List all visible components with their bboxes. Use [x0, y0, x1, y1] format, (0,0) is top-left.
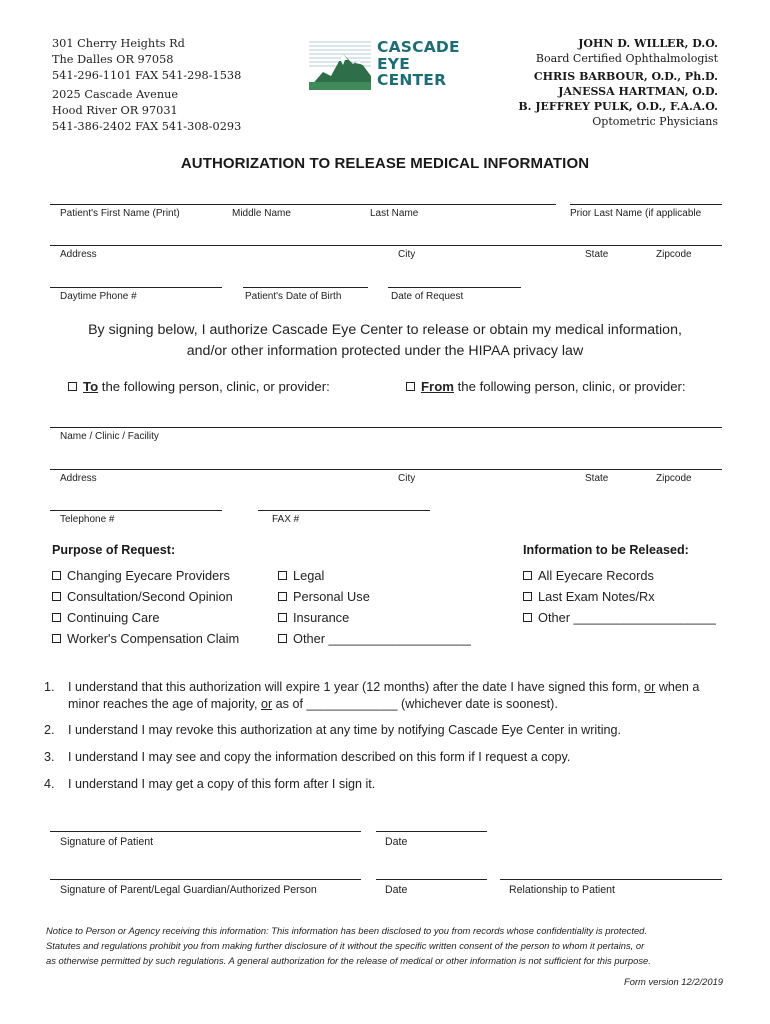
- first-name-label: Patient's First Name (Print): [60, 208, 180, 219]
- purpose-label: Continuing Care: [67, 610, 160, 625]
- checkbox[interactable]: [523, 592, 532, 601]
- patient-name-field[interactable]: [50, 204, 556, 205]
- office-address-hood-river: [52, 87, 241, 134]
- term-text: I understand I may get a copy of this form after I sign it.: [68, 777, 376, 791]
- prior-last-name-label: Prior Last Name (if applicable: [570, 208, 702, 219]
- date-of-birth-label: Patient's Date of Birth: [245, 291, 342, 302]
- office1-phone: 541-296-1101 FAX 541-298-1538: [52, 68, 242, 82]
- mountain-logo-icon: [309, 38, 371, 90]
- term-text: I understand that this authorization will expire 1 year (12 months) after the date I have signed this form,: [68, 680, 645, 694]
- date-label: Date: [385, 836, 408, 848]
- checkbox[interactable]: [52, 592, 61, 601]
- guardian-signature-date-field[interactable]: [376, 879, 487, 880]
- office2-phone: 541-386-2402 FAX 541-308-0293: [52, 119, 242, 133]
- doctor-list: [518, 36, 718, 129]
- term-2: [44, 722, 734, 740]
- purpose-personal-use[interactable]: [278, 589, 370, 604]
- recipient-zipcode-label: Zipcode: [656, 473, 692, 484]
- recipient-address-label: Address: [60, 473, 97, 484]
- purpose-heading: Purpose of Request:: [52, 543, 176, 557]
- from-word: From: [421, 379, 454, 394]
- notice-line1: Notice to Person or Agency receiving this information: This information has been disclosed to you from records whose confidentiality is protected.: [46, 925, 647, 936]
- checkbox[interactable]: [278, 613, 287, 622]
- city-label: City: [398, 249, 416, 260]
- purpose-label: Personal Use: [293, 589, 370, 604]
- checkbox[interactable]: [52, 571, 61, 580]
- info-label: Other ____________________: [538, 610, 716, 625]
- recipient-telephone-field[interactable]: [50, 510, 222, 511]
- form-title: AUTHORIZATION TO RELEASE MEDICAL INFORMATION: [180, 155, 590, 172]
- recipient-name-field[interactable]: [50, 427, 722, 428]
- relationship-field[interactable]: [500, 879, 722, 880]
- to-word: To: [83, 379, 99, 394]
- fax-label: FAX #: [272, 514, 300, 525]
- logo-line3: CENTER: [377, 71, 447, 89]
- guardian-signature-field[interactable]: [50, 879, 361, 880]
- purpose-consultation[interactable]: [52, 589, 233, 604]
- recipient-fax-field[interactable]: [258, 510, 430, 511]
- term-number: 4.: [44, 777, 55, 791]
- term-text: as of _____________ (whichever date is soonest).: [272, 697, 558, 711]
- doctor-willer: JOHN D. WILLER, D.O.: [578, 37, 718, 50]
- zipcode-label: Zipcode: [656, 249, 692, 260]
- office2-street: 2025 Cascade Avenue: [52, 88, 179, 101]
- recipient-address-field[interactable]: [50, 469, 722, 470]
- term-or: or: [644, 680, 656, 694]
- doctor-pulk: B. JEFFREY PULK, O.D., F.A.A.O.: [518, 100, 718, 113]
- term-text: I understand I may see and copy the information described on this form if I request a copy.: [68, 750, 571, 764]
- relationship-label: Relationship to Patient: [509, 884, 616, 896]
- to-checkbox[interactable]: [68, 382, 77, 391]
- purpose-changing-providers[interactable]: [52, 568, 230, 583]
- doctor-barbour: CHRIS BARBOUR, O.D., Ph.D.: [533, 70, 718, 83]
- checkbox[interactable]: [278, 571, 287, 580]
- info-other[interactable]: [523, 610, 716, 625]
- optometric-physicians: Optometric Physicians: [592, 115, 718, 128]
- logo-line2: EYE: [377, 54, 411, 73]
- from-checkbox[interactable]: [406, 382, 415, 391]
- purpose-label: Worker's Compensation Claim: [67, 631, 240, 646]
- guardian-signature-label: Signature of Parent/Legal Guardian/Authorized Person: [60, 884, 317, 896]
- info-last-exam[interactable]: [523, 589, 655, 604]
- middle-name-label: Middle Name: [232, 208, 291, 219]
- form-version: Form version 12/2/2019: [623, 976, 723, 987]
- term-1-line1: [68, 679, 699, 696]
- doctor-hartman: JANESSA HARTMAN, O.D.: [558, 85, 718, 98]
- purpose-label: Insurance: [293, 610, 350, 625]
- logo-line1: CASCADE: [377, 38, 460, 56]
- checkbox[interactable]: [523, 571, 532, 580]
- term-4: [44, 776, 734, 794]
- purpose-label: Other ____________________: [293, 631, 471, 646]
- purpose-legal[interactable]: [278, 568, 324, 583]
- patient-address-field[interactable]: [50, 245, 722, 246]
- checkbox[interactable]: [523, 613, 532, 622]
- state-label: State: [585, 249, 609, 260]
- date-label: Date: [385, 884, 408, 896]
- confidentiality-notice: [46, 923, 736, 968]
- info-label: All Eyecare Records: [538, 568, 654, 583]
- purpose-other[interactable]: [278, 631, 471, 646]
- term-number: 2.: [44, 723, 55, 737]
- checkbox[interactable]: [52, 634, 61, 643]
- authorization-line1: By signing below, I authorize Cascade Eye Center to release or obtain my medical information,: [88, 322, 682, 338]
- doctor-willer-title: Board Certified Ophthalmologist: [535, 52, 718, 65]
- purpose-workers-comp[interactable]: [52, 631, 239, 646]
- prior-last-name-field[interactable]: [570, 204, 722, 205]
- authorization-line2: and/or other information protected under the HIPAA privacy law: [186, 343, 584, 359]
- patient-signature-date-field[interactable]: [376, 831, 487, 832]
- authorization-statement: [0, 320, 770, 362]
- term-number: 3.: [44, 750, 55, 764]
- purpose-label: Changing Eyecare Providers: [67, 568, 230, 583]
- daytime-phone-field[interactable]: [50, 287, 222, 288]
- term-text: minor reaches the age of majority,: [68, 697, 261, 711]
- from-rest: the following person, clinic, or provider:: [453, 379, 686, 394]
- recipient-state-label: State: [585, 473, 609, 484]
- purpose-label: Consultation/Second Opinion: [67, 589, 233, 604]
- office2-city: Hood River OR 97031: [52, 103, 178, 117]
- purpose-insurance[interactable]: [278, 610, 349, 625]
- office-address-the-dalles: [52, 36, 241, 83]
- term-or: or: [260, 697, 273, 711]
- notice-line3: as otherwise permitted by such regulations. A general authorization for the release of medical or other information is not sufficient for this purpose.: [46, 955, 651, 966]
- office1-street: 301 Cherry Heights Rd: [52, 37, 185, 50]
- date-of-birth-field[interactable]: [243, 287, 368, 288]
- to-rest: the following person, clinic, or provider:: [98, 379, 330, 394]
- term-1: [44, 679, 734, 715]
- term-number: 1.: [44, 680, 55, 694]
- daytime-phone-label: Daytime Phone #: [60, 291, 137, 302]
- from-provider-option[interactable]: [406, 379, 686, 394]
- patient-signature-field[interactable]: [50, 831, 361, 832]
- purpose-label: Legal: [293, 568, 325, 583]
- date-of-request-label: Date of Request: [391, 291, 464, 302]
- office1-city: The Dalles OR 97058: [52, 52, 174, 66]
- term-3: [44, 749, 734, 767]
- recipient-city-label: City: [398, 473, 416, 484]
- patient-signature-label: Signature of Patient: [60, 836, 154, 848]
- term-text: I understand I may revoke this authorization at any time by notifying Cascade Eye Center in writing.: [68, 723, 622, 737]
- term-text: when a: [655, 680, 700, 694]
- logo-wordmark: [377, 39, 460, 89]
- info-all-records[interactable]: [523, 568, 654, 583]
- date-of-request-field[interactable]: [388, 287, 521, 288]
- notice-line2: Statutes and regulations prohibit you from making further disclosure of it without the specific written consent of the person to whom it pertains, or: [46, 940, 645, 951]
- info-label: Last Exam Notes/Rx: [538, 589, 655, 604]
- last-name-label: Last Name: [370, 208, 419, 219]
- to-provider-option[interactable]: [68, 379, 330, 394]
- checkbox[interactable]: [278, 634, 287, 643]
- checkbox[interactable]: [278, 592, 287, 601]
- address-label: Address: [60, 249, 97, 260]
- telephone-label: Telephone #: [60, 514, 115, 525]
- purpose-continuing-care[interactable]: [52, 610, 159, 625]
- info-released-heading: Information to be Released:: [523, 543, 689, 557]
- recipient-name-label: Name / Clinic / Facility: [60, 431, 159, 442]
- checkbox[interactable]: [52, 613, 61, 622]
- term-1-line2: [68, 696, 558, 713]
